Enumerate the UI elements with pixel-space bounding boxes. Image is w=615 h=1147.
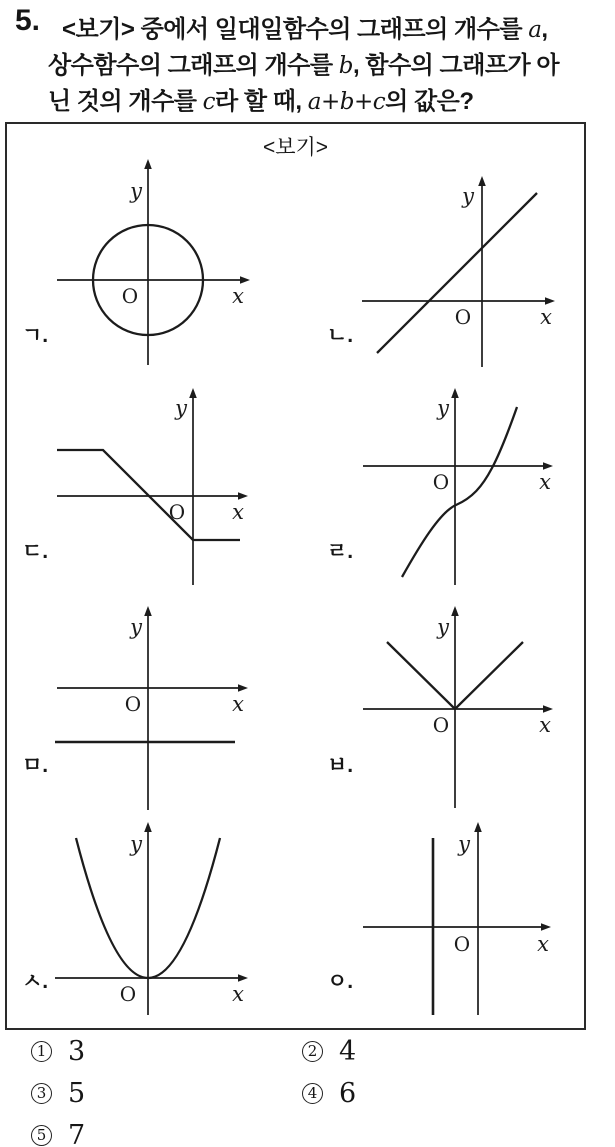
cubic-curve (402, 407, 517, 577)
choice-4-value: 6 (339, 1078, 357, 1109)
y-axis-label: y (130, 832, 142, 856)
graph-bieup (327, 606, 553, 808)
question-number: 5. (15, 4, 41, 37)
question-text: , 함수의 그래프가 아 (352, 52, 560, 79)
choice-1[interactable] (31, 1036, 85, 1067)
y-axis-label: y (437, 615, 449, 639)
y-axis-label: y (458, 832, 470, 856)
origin-label: O (454, 305, 472, 329)
y-axis-label: y (175, 396, 187, 420)
x-axis-arrow-icon (543, 705, 553, 713)
math-var-c: c (202, 89, 215, 115)
y-axis-arrow-icon (144, 822, 152, 832)
choice-2-value: 4 (339, 1036, 357, 1067)
line-curve (377, 193, 537, 353)
graph-label: ㅂ. (327, 754, 354, 777)
x-axis-arrow-icon (543, 462, 553, 470)
graph-label: ㄴ. (327, 324, 354, 347)
question-text: 라 할 때, (215, 88, 308, 115)
x-axis-label: x (540, 305, 552, 329)
x-axis-arrow-icon (545, 297, 555, 305)
choice-2[interactable] (302, 1036, 356, 1067)
graph-label: ㄱ. (22, 324, 49, 347)
question-text: 의 값은? (385, 88, 474, 115)
math-expression-abc: a+b+c (307, 89, 386, 115)
graph-mieum (22, 606, 248, 810)
origin-label: O (121, 284, 139, 308)
y-axis-arrow-icon (474, 822, 482, 832)
choice-5[interactable] (31, 1120, 85, 1147)
graph-nieun (327, 176, 555, 367)
choice-3-circle-marker: 3 (31, 1083, 52, 1104)
question-text: 상수함수의 그래프의 개수를 (48, 52, 339, 79)
y-axis-label: y (130, 179, 142, 203)
math-var-a: a (528, 17, 542, 43)
x-axis-label: x (232, 982, 244, 1006)
y-axis-arrow-icon (189, 388, 197, 398)
choice-1-circle-marker: 1 (31, 1041, 52, 1062)
choice-4-circle-marker: 4 (302, 1083, 323, 1104)
x-axis-label: x (539, 713, 551, 737)
origin-label: O (168, 500, 186, 524)
choice-5-value: 7 (68, 1120, 86, 1147)
choice-4[interactable] (302, 1078, 356, 1109)
graph-giyeok (22, 159, 250, 365)
x-axis-arrow-icon (238, 974, 248, 982)
y-axis-arrow-icon (451, 606, 459, 616)
math-var-b: b (338, 53, 353, 79)
y-axis-label: y (462, 184, 474, 208)
y-axis-arrow-icon (478, 176, 486, 186)
origin-label: O (119, 982, 137, 1006)
x-axis-arrow-icon (240, 276, 250, 284)
choice-2-circle-marker: 2 (302, 1041, 323, 1062)
x-axis-label: x (539, 470, 551, 494)
x-axis-arrow-icon (238, 684, 248, 692)
x-axis-arrow-icon (541, 923, 551, 931)
choice-3[interactable] (31, 1078, 85, 1109)
graph-ieung (327, 822, 551, 1015)
choice-5-circle-marker: 5 (31, 1125, 52, 1146)
piecewise-curve (57, 450, 240, 540)
x-axis-label: x (232, 284, 244, 308)
x-axis-label: x (232, 500, 244, 524)
x-axis-label: x (232, 692, 244, 716)
origin-label: O (124, 692, 142, 716)
origin-label: O (432, 713, 450, 737)
origin-label: O (453, 932, 471, 956)
graph-label: ㅅ. (22, 970, 49, 993)
graph-label: ㅁ. (22, 754, 49, 777)
y-axis-arrow-icon (144, 159, 152, 169)
question-text: , (541, 16, 548, 43)
x-axis-arrow-icon (238, 492, 248, 500)
y-axis-label: y (130, 615, 142, 639)
graph-label: ㄹ. (327, 540, 354, 563)
graph-label: ㄷ. (22, 540, 49, 563)
y-axis-arrow-icon (144, 606, 152, 616)
choice-3-value: 5 (68, 1078, 86, 1109)
question-text: 닌 것의 개수를 (48, 88, 203, 115)
x-axis-label: x (537, 932, 549, 956)
choice-1-value: 3 (68, 1036, 86, 1067)
question-text: <보기> 중에서 일대일함수의 그래프의 개수를 (62, 16, 529, 43)
graph-label: ㅇ. (327, 970, 354, 993)
origin-label: O (432, 470, 450, 494)
y-axis-arrow-icon (451, 388, 459, 398)
graph-rieul (327, 388, 553, 585)
graph-siot (22, 822, 248, 1015)
graph-digeut (22, 388, 248, 585)
example-box-title: <보기> (262, 136, 329, 159)
y-axis-label: y (437, 396, 449, 420)
